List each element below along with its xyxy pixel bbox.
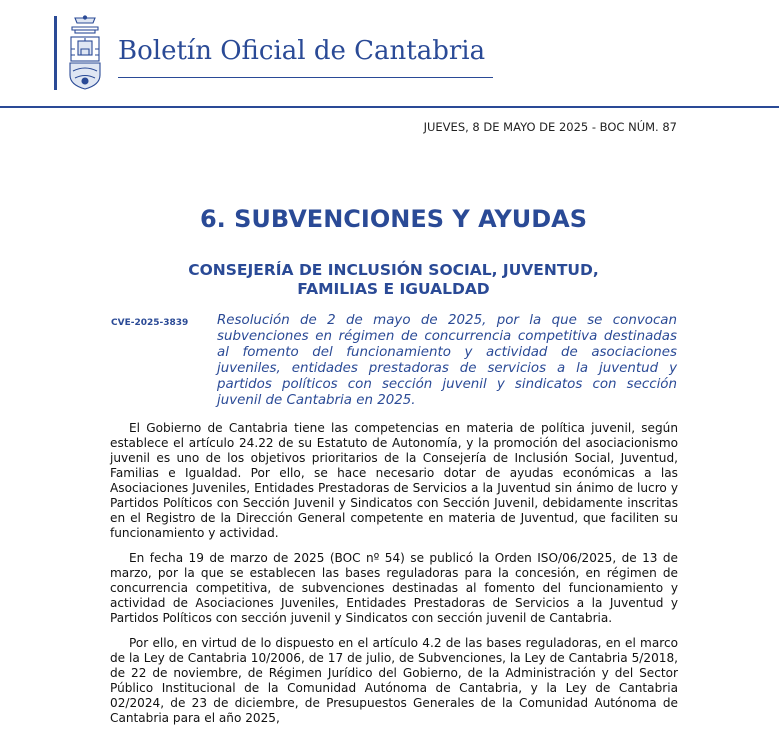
department-line-1: CONSEJERÍA DE INCLUSIÓN SOCIAL, JUVENTUD, [188,261,599,279]
cve-code: CVE-2025-3839 [111,318,189,328]
resolution-title: Resolución de 2 de mayo de 2025, por la que se convocan subvenciones en régimen de concurrencia competitiva destinadas al fomento del funcionamiento y actividad de asociaciones juveniles, entidades prestadoras de servicios a la juventud y partidos políticos con sección juvenil y sindicatos con sección juvenil de Cantabria en 2025. [217,313,677,408]
section-title: 6. SUBVENCIONES Y AYUDAS [199,205,588,233]
body-paragraph: El Gobierno de Cantabria tiene las competencias en materia de política juvenil, según establece el artículo 24.22 de su Estatuto de Autonomía, y la promoción del asociacionismo juvenil es uno de los objetivos prioritarios de la Consejería de Inclusión Social, Juventud, Familias e Igualdad. Por ello, se hace necesario dotar de ayudas económicas a las Asociaciones Juveniles, Entidades Prestadoras de Servicios a la Juventud sin ánimo de lucro y Partidos Políticos con Sección Juvenil y Sindicatos con Sección Juvenil, debidamente inscritas en el Registro de la Dirección General competente en materia de Juventud, que faciliten su funcionamiento y actividad. [110,421,678,540]
department-line-2: FAMILIAS E IGUALDAD [297,280,490,298]
masthead-underline [118,77,493,78]
body-paragraph: Por ello, en virtud de lo dispuesto en el artículo 4.2 de las bases reguladoras, en el marco de la Ley de Cantabria 10/2006, de 17 de julio, de Subvenciones, la Ley de Cantabria 5/2018, de 22 de noviembre, de Régimen Jurídico del Gobierno, de la Administración y del Sector Público Institucional de la Comunidad Autónoma de Cantabria, y la Ley de Cantabria 02/2024, de 23 de diciembre, de Presupuestos Generales de la Comunidad Autónoma de Cantabria para el año 2025, [110,636,678,725]
document-body [110,421,678,736]
header-rule [0,106,779,108]
coat-of-arms-icon [63,15,107,93]
header-accent-bar [54,16,57,90]
department-heading [0,261,779,299]
body-paragraph: En fecha 19 de marzo de 2025 (BOC nº 54) se publicó la Orden ISO/06/2025, de 13 de marzo, por la que se establecen las bases reguladoras para la concesión, en régimen de concurrencia competitiva, de subvenciones destinadas al fomento del funcionamiento y actividad de Asociaciones Juveniles, Entidades Prestadoras de Servicios a la Juventud y Partidos Políticos con sección juvenil y Sindicatos con sección juvenil de Cantabria. [110,551,678,625]
issue-date-line: JUEVES, 8 DE MAYO DE 2025 - BOC NÚM. 87 [423,120,677,134]
masthead-title: Boletín Oficial de Cantabria [118,36,486,66]
